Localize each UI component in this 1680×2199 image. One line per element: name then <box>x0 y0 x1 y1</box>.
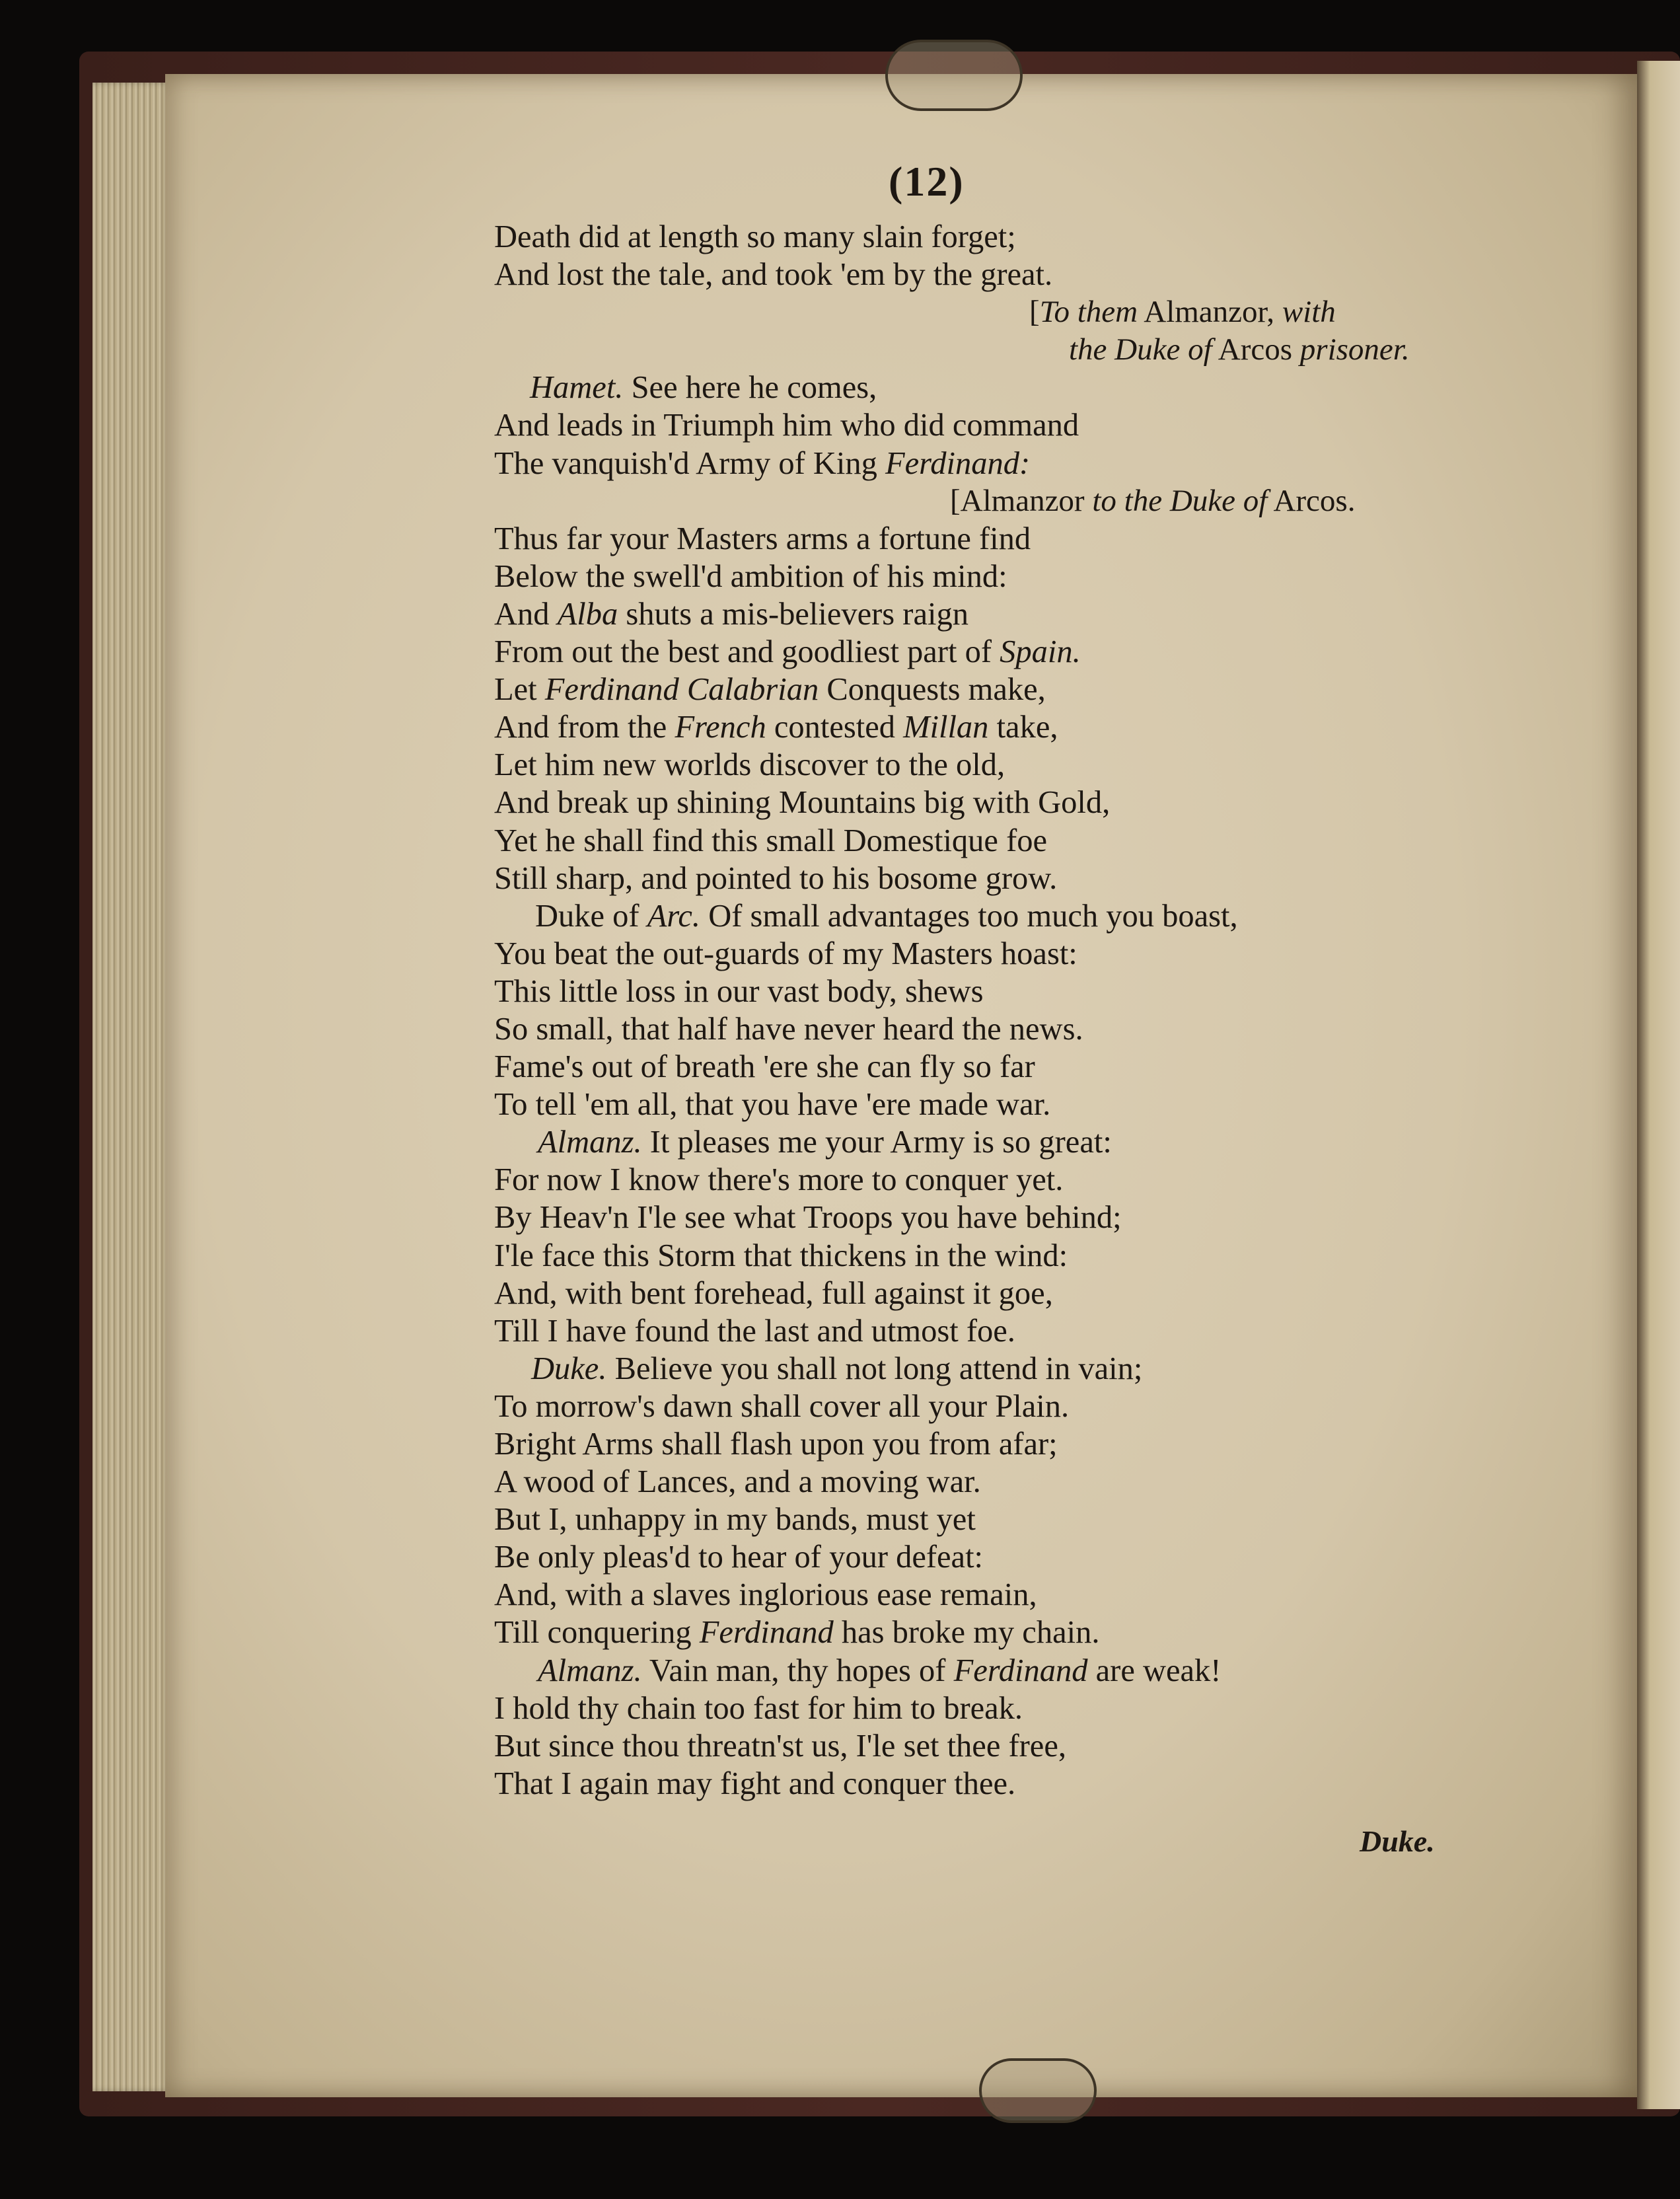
speaker-name: Almanz. <box>538 1653 642 1688</box>
verse-line: So small, that half have never heard the news. <box>494 1011 1083 1047</box>
verse-line: The vanquish'd Army of King Ferdinand: <box>494 445 1031 481</box>
stage-direction: the Duke of Arcos prisoner. <box>1069 332 1410 367</box>
catchword: Duke. <box>1360 1824 1435 1858</box>
facing-page-edge <box>1637 61 1680 2109</box>
page-number: (12) <box>889 158 965 205</box>
verse-line: That I again may fight and conquer thee. <box>494 1766 1016 1801</box>
speaker-name: Arc. <box>647 898 701 934</box>
verse-line: To morrow's dawn shall cover all your Plain. <box>494 1388 1070 1424</box>
verse-line: I hold thy chain too fast for him to break. <box>494 1690 1023 1726</box>
verse-line: And break up shining Mountains big with Gold, <box>494 785 1111 821</box>
verse-line: For now I know there's more to conquer yet. <box>494 1162 1064 1198</box>
verse-line: And lost the tale, and took 'em by the great. <box>494 257 1053 293</box>
verse-line: Till I have found the last and utmost foe. <box>494 1313 1015 1349</box>
verse-line: Let Ferdinand Calabrian Conquests make, <box>494 672 1046 708</box>
verse-line: Thus far your Masters arms a fortune find <box>494 521 1031 556</box>
verse-line: But since thou threatn'st us, I'le set thee free, <box>494 1728 1066 1764</box>
speaker-name: Duke. <box>531 1351 607 1386</box>
speech-line: Almanz. Vain man, thy hopes of Ferdinand are weak! <box>538 1653 1222 1688</box>
verse-line: And leads in Triumph him who did command <box>494 408 1079 443</box>
verse-line: Death did at length so many slain forget; <box>494 219 1016 254</box>
speaker-name: Almanz. <box>538 1125 642 1160</box>
page-edges <box>92 83 172 2091</box>
verse-line: Still sharp, and pointed to his bosome grow. <box>494 860 1058 896</box>
verse-line: From out the best and goodliest part of Spain. <box>494 634 1081 670</box>
speech-line: Hamet. See here he comes, <box>530 370 877 406</box>
page-clip-bottom <box>979 2058 1097 2123</box>
verse-line: And Alba shuts a mis-believers raign <box>494 596 968 632</box>
verse-line: I'le face this Storm that thickens in the wind: <box>494 1238 1068 1273</box>
verse-line: A wood of Lances, and a moving war. <box>494 1464 981 1500</box>
speech-line: Duke of Arc. Of small advantages too much you boast, <box>535 898 1238 934</box>
speech-line: Duke. Believe you shall not long attend in vain; <box>531 1351 1143 1386</box>
verse-line: Bright Arms shall flash upon you from afar; <box>494 1427 1058 1462</box>
verse-line: But I, unhappy in my bands, must yet <box>494 1502 976 1538</box>
verse-line: Till conquering Ferdinand has broke my chain. <box>494 1615 1100 1651</box>
verse-line: Yet he shall find this small Domestique foe <box>494 823 1048 858</box>
verse-line: This little loss in our vast body, shews <box>494 973 984 1009</box>
verse-line: Fame's out of breath 'ere she can fly so far <box>494 1049 1035 1085</box>
stage-direction: [To them Almanzor, with <box>1029 295 1336 330</box>
speech-line: Almanz. It pleases me your Army is so great: <box>538 1125 1112 1160</box>
page-clip-top <box>885 40 1023 111</box>
verse-line: And, with a slaves inglorious ease remain, <box>494 1577 1037 1613</box>
verse-line: And, with bent forehead, full against it goe, <box>494 1275 1053 1311</box>
verse-line: And from the French contested Millan take, <box>494 710 1058 745</box>
verse-line: Let him new worlds discover to the old, <box>494 747 1005 783</box>
stage-direction: [Almanzor to the Duke of Arcos. <box>950 483 1356 518</box>
verse-line: By Heav'n I'le see what Troops you have behind; <box>494 1200 1122 1236</box>
play-text <box>494 218 1485 1803</box>
speaker-name: Hamet. <box>530 370 624 406</box>
verse-line: To tell 'em all, that you have 'ere made war. <box>494 1087 1051 1123</box>
verse-line: Be only pleas'd to hear of your defeat: <box>494 1540 984 1575</box>
verse-line: You beat the out-guards of my Masters hoast: <box>494 936 1077 971</box>
verse-line: Below the swell'd ambition of his mind: <box>494 558 1007 594</box>
